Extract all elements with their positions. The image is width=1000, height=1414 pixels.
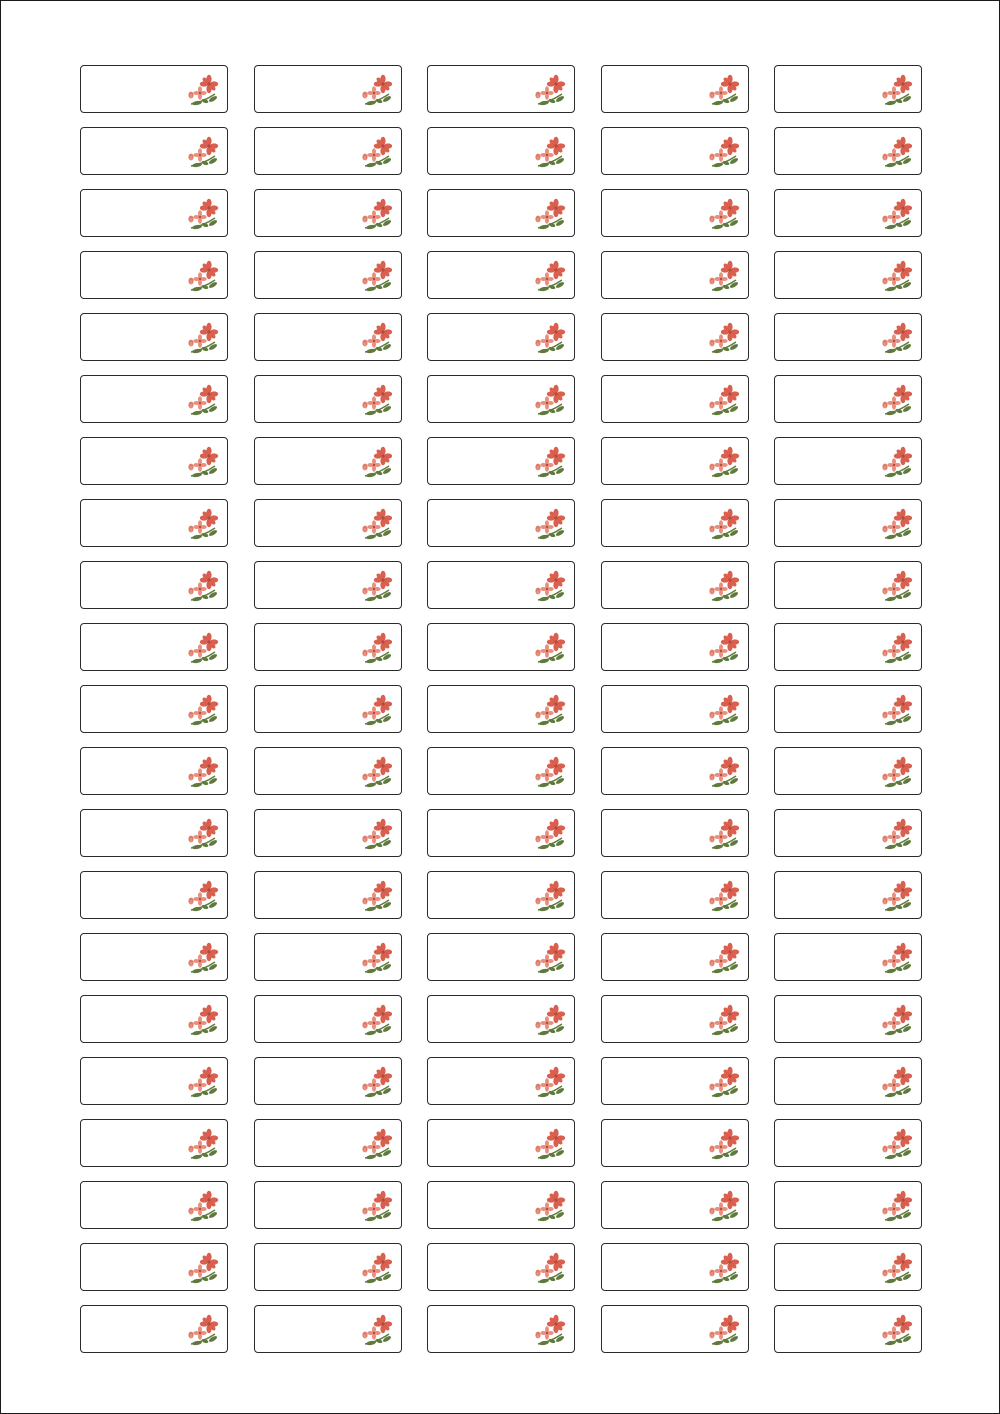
blank-label[interactable] xyxy=(774,437,922,485)
pink-flower-sprig-icon xyxy=(879,1128,915,1162)
blank-label[interactable] xyxy=(427,747,575,795)
pink-flower-sprig-icon xyxy=(706,446,742,480)
pink-flower-sprig-icon xyxy=(706,694,742,728)
pink-flower-sprig-icon xyxy=(706,322,742,356)
pink-flower-sprig-icon xyxy=(532,880,568,914)
pink-flower-sprig-icon xyxy=(532,1128,568,1162)
blank-label[interactable] xyxy=(601,933,749,981)
blank-label[interactable] xyxy=(80,437,228,485)
pink-flower-sprig-icon xyxy=(879,446,915,480)
blank-label[interactable] xyxy=(601,437,749,485)
pink-flower-sprig-icon xyxy=(879,198,915,232)
blank-label[interactable] xyxy=(601,995,749,1043)
blank-label[interactable] xyxy=(774,933,922,981)
pink-flower-sprig-icon xyxy=(706,570,742,604)
blank-label[interactable] xyxy=(601,1119,749,1167)
pink-flower-sprig-icon xyxy=(532,1314,568,1348)
blank-label[interactable] xyxy=(80,809,228,857)
pink-flower-sprig-icon xyxy=(359,74,395,108)
blank-label[interactable] xyxy=(254,995,402,1043)
blank-label[interactable] xyxy=(254,1119,402,1167)
blank-label[interactable] xyxy=(427,1181,575,1229)
pink-flower-sprig-icon xyxy=(359,198,395,232)
pink-flower-sprig-icon xyxy=(706,74,742,108)
pink-flower-sprig-icon xyxy=(359,632,395,666)
blank-label[interactable] xyxy=(427,189,575,237)
pink-flower-sprig-icon xyxy=(185,1004,221,1038)
blank-label[interactable] xyxy=(254,1243,402,1291)
pink-flower-sprig-icon xyxy=(879,942,915,976)
blank-label[interactable] xyxy=(80,995,228,1043)
blank-label[interactable] xyxy=(601,1181,749,1229)
blank-label[interactable] xyxy=(601,809,749,857)
blank-label[interactable] xyxy=(774,189,922,237)
pink-flower-sprig-icon xyxy=(185,384,221,418)
blank-label[interactable] xyxy=(254,437,402,485)
pink-flower-sprig-icon xyxy=(879,1066,915,1100)
pink-flower-sprig-icon xyxy=(359,446,395,480)
blank-label[interactable] xyxy=(254,871,402,919)
pink-flower-sprig-icon xyxy=(706,198,742,232)
blank-label[interactable] xyxy=(601,747,749,795)
pink-flower-sprig-icon xyxy=(706,136,742,170)
blank-label[interactable] xyxy=(427,995,575,1043)
blank-label[interactable] xyxy=(601,623,749,671)
pink-flower-sprig-icon xyxy=(879,632,915,666)
pink-flower-sprig-icon xyxy=(879,570,915,604)
pink-flower-sprig-icon xyxy=(532,756,568,790)
pink-flower-sprig-icon xyxy=(532,632,568,666)
pink-flower-sprig-icon xyxy=(185,570,221,604)
blank-label[interactable] xyxy=(601,251,749,299)
blank-label[interactable] xyxy=(254,1057,402,1105)
pink-flower-sprig-icon xyxy=(185,198,221,232)
pink-flower-sprig-icon xyxy=(359,1252,395,1286)
blank-label[interactable] xyxy=(427,1119,575,1167)
pink-flower-sprig-icon xyxy=(359,880,395,914)
blank-label[interactable] xyxy=(254,251,402,299)
pink-flower-sprig-icon xyxy=(359,818,395,852)
pink-flower-sprig-icon xyxy=(532,942,568,976)
blank-label[interactable] xyxy=(80,127,228,175)
blank-label[interactable] xyxy=(254,1305,402,1353)
blank-label[interactable] xyxy=(601,313,749,361)
blank-label[interactable] xyxy=(427,313,575,361)
pink-flower-sprig-icon xyxy=(879,756,915,790)
pink-flower-sprig-icon xyxy=(532,818,568,852)
pink-flower-sprig-icon xyxy=(879,322,915,356)
blank-label[interactable] xyxy=(80,65,228,113)
blank-label[interactable] xyxy=(80,313,228,361)
blank-label[interactable] xyxy=(427,933,575,981)
blank-label[interactable] xyxy=(254,189,402,237)
blank-label[interactable] xyxy=(427,437,575,485)
pink-flower-sprig-icon xyxy=(185,260,221,294)
blank-label[interactable] xyxy=(427,1243,575,1291)
blank-label[interactable] xyxy=(774,1243,922,1291)
blank-label[interactable] xyxy=(427,809,575,857)
pink-flower-sprig-icon xyxy=(359,322,395,356)
pink-flower-sprig-icon xyxy=(879,1252,915,1286)
blank-label[interactable] xyxy=(427,871,575,919)
pink-flower-sprig-icon xyxy=(706,384,742,418)
blank-label[interactable] xyxy=(774,1181,922,1229)
pink-flower-sprig-icon xyxy=(706,1004,742,1038)
blank-label[interactable] xyxy=(601,1243,749,1291)
blank-label[interactable] xyxy=(80,1243,228,1291)
blank-label[interactable] xyxy=(774,871,922,919)
pink-flower-sprig-icon xyxy=(706,942,742,976)
pink-flower-sprig-icon xyxy=(706,1252,742,1286)
pink-flower-sprig-icon xyxy=(706,1314,742,1348)
blank-label[interactable] xyxy=(80,1119,228,1167)
pink-flower-sprig-icon xyxy=(185,818,221,852)
pink-flower-sprig-icon xyxy=(359,1066,395,1100)
blank-label[interactable] xyxy=(80,375,228,423)
blank-label[interactable] xyxy=(80,499,228,547)
blank-label[interactable] xyxy=(774,499,922,547)
blank-label[interactable] xyxy=(427,65,575,113)
pink-flower-sprig-icon xyxy=(879,1004,915,1038)
pink-flower-sprig-icon xyxy=(185,1314,221,1348)
pink-flower-sprig-icon xyxy=(532,1066,568,1100)
blank-label[interactable] xyxy=(427,685,575,733)
blank-label[interactable] xyxy=(80,189,228,237)
pink-flower-sprig-icon xyxy=(359,694,395,728)
blank-label[interactable] xyxy=(80,747,228,795)
blank-label[interactable] xyxy=(774,313,922,361)
pink-flower-sprig-icon xyxy=(879,818,915,852)
blank-label[interactable] xyxy=(80,685,228,733)
blank-label[interactable] xyxy=(774,1119,922,1167)
pink-flower-sprig-icon xyxy=(359,384,395,418)
blank-label[interactable] xyxy=(774,561,922,609)
blank-label[interactable] xyxy=(254,809,402,857)
blank-label[interactable] xyxy=(427,561,575,609)
pink-flower-sprig-icon xyxy=(879,384,915,418)
pink-flower-sprig-icon xyxy=(359,1190,395,1224)
blank-label[interactable] xyxy=(774,1305,922,1353)
pink-flower-sprig-icon xyxy=(532,1004,568,1038)
pink-flower-sprig-icon xyxy=(359,756,395,790)
blank-label[interactable] xyxy=(254,65,402,113)
pink-flower-sprig-icon xyxy=(532,508,568,542)
blank-label[interactable] xyxy=(80,1305,228,1353)
blank-label[interactable] xyxy=(427,251,575,299)
pink-flower-sprig-icon xyxy=(879,1314,915,1348)
blank-label[interactable] xyxy=(774,623,922,671)
pink-flower-sprig-icon xyxy=(185,1066,221,1100)
pink-flower-sprig-icon xyxy=(185,942,221,976)
blank-label[interactable] xyxy=(254,747,402,795)
blank-label[interactable] xyxy=(427,1305,575,1353)
blank-label[interactable] xyxy=(601,561,749,609)
blank-label[interactable] xyxy=(80,623,228,671)
blank-label[interactable] xyxy=(254,313,402,361)
blank-label[interactable] xyxy=(774,127,922,175)
pink-flower-sprig-icon xyxy=(706,756,742,790)
blank-label[interactable] xyxy=(427,375,575,423)
blank-label[interactable] xyxy=(254,1181,402,1229)
pink-flower-sprig-icon xyxy=(185,756,221,790)
pink-flower-sprig-icon xyxy=(185,1128,221,1162)
pink-flower-sprig-icon xyxy=(359,260,395,294)
pink-flower-sprig-icon xyxy=(532,384,568,418)
pink-flower-sprig-icon xyxy=(532,198,568,232)
pink-flower-sprig-icon xyxy=(185,1252,221,1286)
blank-label[interactable] xyxy=(254,561,402,609)
pink-flower-sprig-icon xyxy=(532,446,568,480)
pink-flower-sprig-icon xyxy=(706,632,742,666)
pink-flower-sprig-icon xyxy=(185,508,221,542)
blank-label[interactable] xyxy=(774,65,922,113)
blank-label[interactable] xyxy=(601,1305,749,1353)
blank-label[interactable] xyxy=(601,127,749,175)
pink-flower-sprig-icon xyxy=(706,260,742,294)
blank-label[interactable] xyxy=(254,623,402,671)
pink-flower-sprig-icon xyxy=(532,260,568,294)
pink-flower-sprig-icon xyxy=(185,136,221,170)
blank-label[interactable] xyxy=(80,561,228,609)
blank-label[interactable] xyxy=(601,65,749,113)
pink-flower-sprig-icon xyxy=(359,570,395,604)
pink-flower-sprig-icon xyxy=(532,694,568,728)
pink-flower-sprig-icon xyxy=(185,74,221,108)
label-grid xyxy=(80,65,922,1353)
pink-flower-sprig-icon xyxy=(532,1252,568,1286)
pink-flower-sprig-icon xyxy=(185,322,221,356)
pink-flower-sprig-icon xyxy=(185,694,221,728)
blank-label[interactable] xyxy=(774,251,922,299)
pink-flower-sprig-icon xyxy=(879,136,915,170)
pink-flower-sprig-icon xyxy=(706,880,742,914)
blank-label[interactable] xyxy=(80,251,228,299)
pink-flower-sprig-icon xyxy=(706,818,742,852)
pink-flower-sprig-icon xyxy=(532,322,568,356)
pink-flower-sprig-icon xyxy=(706,1190,742,1224)
blank-label[interactable] xyxy=(774,995,922,1043)
pink-flower-sprig-icon xyxy=(185,1190,221,1224)
pink-flower-sprig-icon xyxy=(359,1314,395,1348)
blank-label[interactable] xyxy=(601,375,749,423)
pink-flower-sprig-icon xyxy=(359,1128,395,1162)
pink-flower-sprig-icon xyxy=(706,1128,742,1162)
blank-label[interactable] xyxy=(601,685,749,733)
pink-flower-sprig-icon xyxy=(185,632,221,666)
blank-label[interactable] xyxy=(774,1057,922,1105)
blank-label[interactable] xyxy=(601,189,749,237)
pink-flower-sprig-icon xyxy=(185,446,221,480)
pink-flower-sprig-icon xyxy=(706,508,742,542)
pink-flower-sprig-icon xyxy=(359,942,395,976)
blank-label[interactable] xyxy=(774,747,922,795)
pink-flower-sprig-icon xyxy=(879,508,915,542)
pink-flower-sprig-icon xyxy=(359,136,395,170)
blank-label[interactable] xyxy=(427,127,575,175)
blank-label[interactable] xyxy=(427,623,575,671)
pink-flower-sprig-icon xyxy=(532,1190,568,1224)
pink-flower-sprig-icon xyxy=(879,1190,915,1224)
pink-flower-sprig-icon xyxy=(879,694,915,728)
blank-label[interactable] xyxy=(254,685,402,733)
pink-flower-sprig-icon xyxy=(879,260,915,294)
blank-label[interactable] xyxy=(601,871,749,919)
pink-flower-sprig-icon xyxy=(359,1004,395,1038)
blank-label[interactable] xyxy=(774,809,922,857)
blank-label[interactable] xyxy=(601,1057,749,1105)
pink-flower-sprig-icon xyxy=(532,570,568,604)
pink-flower-sprig-icon xyxy=(879,74,915,108)
pink-flower-sprig-icon xyxy=(706,1066,742,1100)
pink-flower-sprig-icon xyxy=(185,880,221,914)
pink-flower-sprig-icon xyxy=(359,508,395,542)
blank-label[interactable] xyxy=(254,127,402,175)
blank-label[interactable] xyxy=(601,499,749,547)
blank-label[interactable] xyxy=(254,933,402,981)
blank-label[interactable] xyxy=(80,1057,228,1105)
blank-label[interactable] xyxy=(80,933,228,981)
blank-label[interactable] xyxy=(427,1057,575,1105)
blank-label[interactable] xyxy=(774,685,922,733)
pink-flower-sprig-icon xyxy=(879,880,915,914)
blank-label[interactable] xyxy=(254,375,402,423)
blank-label[interactable] xyxy=(254,499,402,547)
pink-flower-sprig-icon xyxy=(532,74,568,108)
blank-label[interactable] xyxy=(774,375,922,423)
blank-label[interactable] xyxy=(80,1181,228,1229)
blank-label[interactable] xyxy=(427,499,575,547)
pink-flower-sprig-icon xyxy=(532,136,568,170)
blank-label[interactable] xyxy=(80,871,228,919)
